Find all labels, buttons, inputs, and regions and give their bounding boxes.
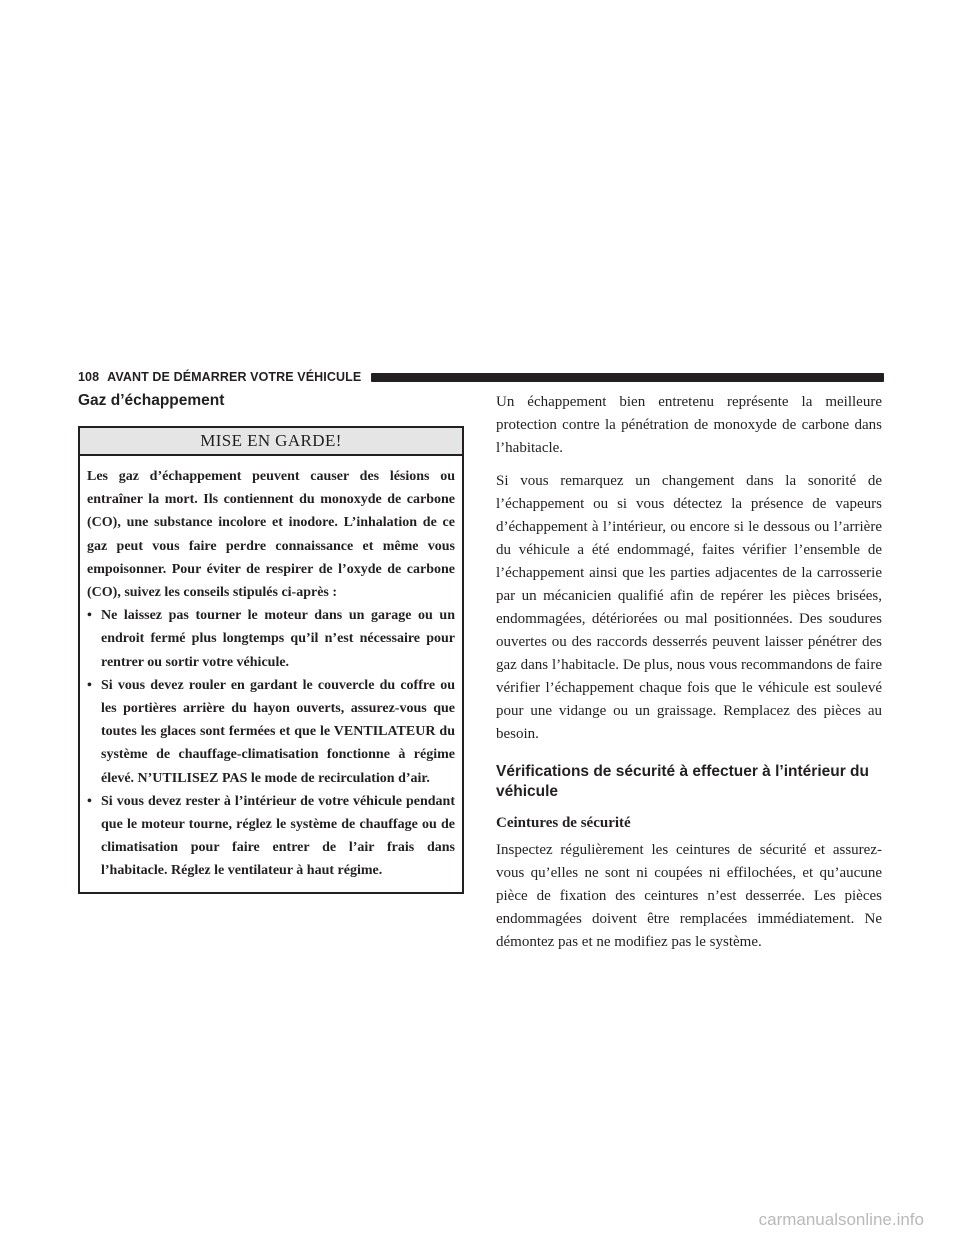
page-number: 108 (78, 370, 100, 384)
warning-box (78, 426, 464, 894)
warning-intro: Les gaz d’échappement peuvent causer des lésions ou entraîner la mort. Ils contiennent du monoxyde de carbone (CO), une substance incolore et inodore. L’inhalation de ce gaz peut vous faire perdre connaissance et même vous empoisonner. Pour éviter de respirer de l’oxyde de carbone (CO), suivez les conseils stipulés ci-après : (87, 469, 455, 601)
watermark: carmanualsonline.info (758, 1210, 924, 1229)
paragraph-exhaust-maintenance: Un échappement bien entretenu représente la meilleure protection contre la pénétration de monoxyde de carbone dans l’habitacle. (496, 394, 882, 456)
warning-bullet-text: Ne laissez pas tourner le moteur dans un garage ou un endroit fermé plus longtemps qu’il n’est nécessaire pour rentrer ou sortir votre véhicule. (101, 608, 455, 670)
warning-bullet-3 (87, 790, 455, 883)
left-column (78, 391, 464, 894)
warning-title: MISE EN GARDE! (80, 428, 462, 456)
warning-bullet-1 (87, 604, 455, 674)
warning-bullet-text: Si vous devez rouler en gardant le couvercle du coffre ou les portières arrière du hayon ouverts, assurez-vous que toutes les glaces sont fermées et que le VENTILATEUR du système de chauffage-climatisation fonctionne à régime élevé. N’UTILISEZ PAS le mode de recirculation d’air. (101, 677, 455, 786)
bullet-icon: • (87, 608, 92, 624)
paragraph-exhaust-inspection: Si vous remarquez un changement dans la sonorité de l’échappement ou si vous détectez la présence de vapeurs d’échappement à l’intérieur, ou encore si le dessous ou l’arrière du véhicule a été endommagé, faites vérifier l’ensemble de l’échappement ainsi que les parties adjacentes de la carrosserie par un mécanicien qualifié afin de repérer les pièces brisées, endommagées, détériorées ou mal positionnées. Des soudures ouvertes ou des raccords desserrés peuvent laisser pénétrer des gaz dans l’habitacle. De plus, nous vous recommandons de faire vérifier l’échappement chaque fois que le véhicule est soulevé pour une vidange ou un graissage. Remplacez des pièces au besoin. (496, 473, 882, 742)
right-column (496, 391, 882, 964)
heading-interior-safety-checks: Vérifications de sécurité à effectuer à l’intérieur du véhicule (496, 763, 869, 800)
page-header (78, 367, 884, 387)
subheading-seat-belts: Ceintures de sécurité (496, 815, 631, 831)
warning-bullet-2 (87, 674, 455, 790)
bullet-icon: • (87, 793, 92, 809)
paragraph-seat-belts: Inspectez régulièrement les ceintures de sécurité et assurez-vous qu’elles ne sont ni coupées ni effilochées, et qu’aucune pièce de fixation des ceintures n’est desserrée. Les pièces endommagées doivent être remplacées immédiatement. Ne démontez pas et ne modifiez pas le système. (496, 842, 882, 950)
warning-body (80, 456, 462, 892)
heading-exhaust-gas: Gaz d’échappement (78, 392, 225, 409)
warning-list (87, 604, 455, 882)
section-title: AVANT DE DÉMARRER VOTRE VÉHICULE (107, 370, 362, 384)
warning-bullet-text: Si vous devez rester à l’intérieur de votre véhicule pendant que le moteur tourne, réglez le système de chauffage ou de climatisation pour faire entrer de l’air frais dans l’habitacle. Réglez le ventilateur à haut régime. (101, 793, 455, 879)
header-rule (371, 373, 884, 382)
bullet-icon: • (87, 677, 92, 693)
